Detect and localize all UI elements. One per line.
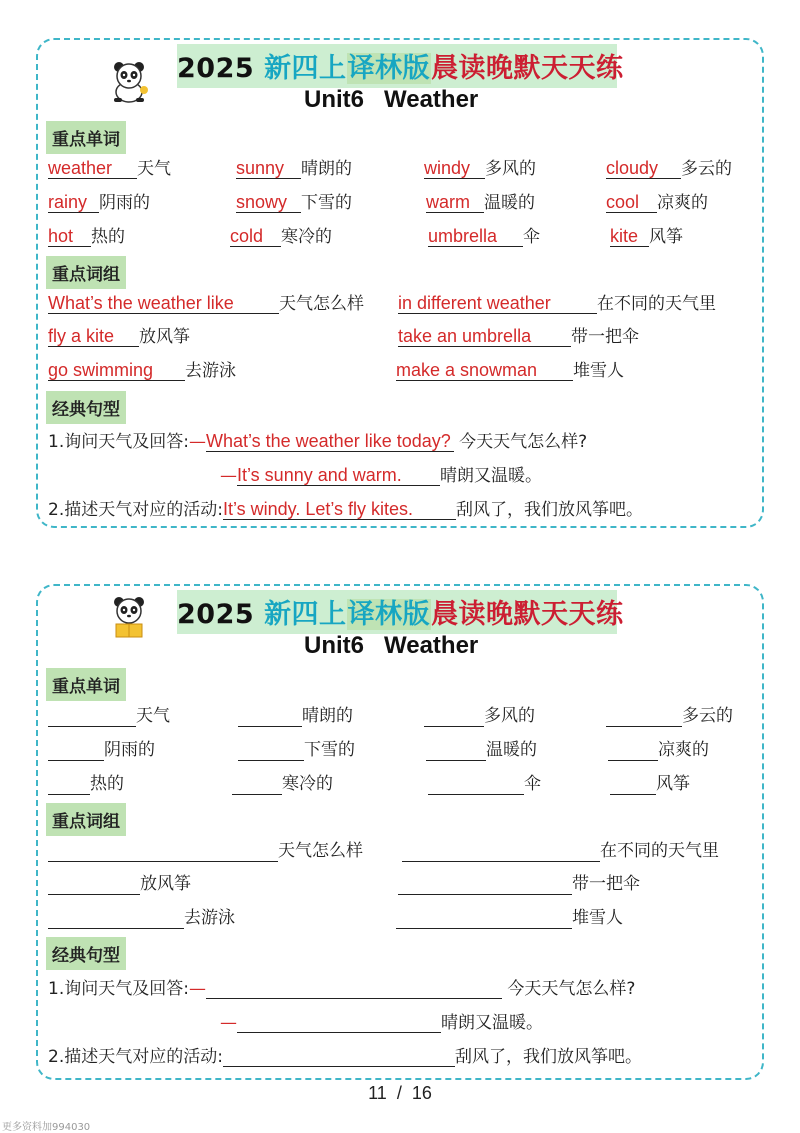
unit-heading-2: Unit6 Weather	[304, 632, 479, 659]
sentence-1-question: 1.询问天气及回答:—What’s the weather like today? 今天天气怎么样?	[48, 431, 588, 452]
word-blank[interactable]: 晴朗的	[238, 705, 353, 727]
title-edition: 译林版	[347, 53, 431, 84]
word-blank[interactable]: 多风的	[424, 705, 535, 727]
phrase-item: in different weather 在不同的天气里	[398, 293, 716, 314]
word-item: kite 风筝	[610, 226, 683, 247]
word-item: cold 寒冷的	[230, 226, 332, 247]
phrase-item: What’s the weather like 天气怎么样	[48, 293, 364, 314]
unit-topic: Weather	[384, 86, 479, 113]
sentence-2: 2.描述天气对应的活动:It’s windy. Let’s fly kites. 刮风了，我们放风筝吧。	[48, 499, 643, 520]
word-item: snowy 下雪的	[236, 192, 352, 213]
word-blank[interactable]: 伞	[428, 773, 541, 795]
section-label-sentences: 经典句型	[46, 391, 126, 424]
word-item: windy 多风的	[424, 158, 536, 179]
word-item: umbrella 伞	[428, 226, 540, 247]
word-blank[interactable]: 热的	[48, 773, 124, 795]
unit-number: Unit6	[304, 86, 364, 113]
phrase-blank[interactable]: 天气怎么样	[48, 840, 363, 862]
word-blank[interactable]: 多云的	[606, 705, 733, 727]
word-blank[interactable]: 温暖的	[426, 739, 537, 761]
word-item: cool 凉爽的	[606, 192, 708, 213]
phrase-blank[interactable]: 堆雪人	[396, 907, 623, 929]
word-item: sunny 晴朗的	[236, 158, 352, 179]
word-blank[interactable]: 下雪的	[238, 739, 355, 761]
word-blank[interactable]: 天气	[48, 705, 170, 727]
phrase-item: fly a kite 放风筝	[48, 326, 190, 347]
sentence-1-answer-blank[interactable]: — 晴朗又温暖。	[220, 1013, 543, 1033]
word-item: hot 热的	[48, 226, 125, 247]
page-title	[177, 46, 624, 85]
phrase-item: make a snowman 堆雪人	[396, 360, 624, 381]
word-blank[interactable]: 凉爽的	[608, 739, 709, 761]
title-practice: 晨读晚默天天练	[431, 53, 624, 84]
word-item: weather 天气	[48, 158, 171, 179]
panda-reading-icon	[106, 594, 152, 640]
title-grade: 新四上	[264, 53, 347, 84]
phrase-item: go swimming 去游泳	[48, 360, 236, 381]
word-item: rainy 阴雨的	[48, 192, 150, 213]
section-label-words: 重点单词	[46, 121, 126, 154]
watermark: 更多资料加994030	[2, 1122, 91, 1133]
phrase-blank[interactable]: 带一把伞	[398, 873, 640, 895]
phrase-blank[interactable]: 在不同的天气里	[402, 840, 719, 862]
phrase-item: take an umbrella 带一把伞	[398, 326, 639, 347]
unit-heading	[304, 86, 478, 114]
section-label-words-2: 重点单词	[46, 668, 126, 701]
word-blank[interactable]: 风筝	[610, 773, 690, 795]
sentence-2-blank[interactable]: 2.描述天气对应的活动: 刮风了，我们放风筝吧。	[48, 1047, 642, 1067]
word-item: cloudy 多云的	[606, 158, 732, 179]
word-blank[interactable]: 寒冷的	[232, 773, 333, 795]
sentence-1-question-blank[interactable]: 1.询问天气及回答:— 今天天气怎么样?	[48, 979, 636, 999]
section-label-phrases-2: 重点词组	[46, 803, 126, 836]
section-label-sentences-2: 经典句型	[46, 937, 126, 970]
panda-icon	[106, 58, 152, 104]
word-blank[interactable]: 阴雨的	[48, 739, 155, 761]
page-counter: 11 / 16	[368, 1083, 432, 1103]
word-item: warm 温暖的	[426, 192, 535, 213]
phrase-blank[interactable]: 去游泳	[48, 907, 235, 929]
title-year: 2025	[177, 53, 255, 84]
section-label-phrases: 重点词组	[46, 256, 126, 289]
page-title-2: 2025 新四上译林版晨读晚默天天练	[177, 599, 624, 630]
sentence-1-answer: —It’s sunny and warm. 晴朗又温暖。	[220, 465, 542, 486]
phrase-blank[interactable]: 放风筝	[48, 873, 191, 895]
